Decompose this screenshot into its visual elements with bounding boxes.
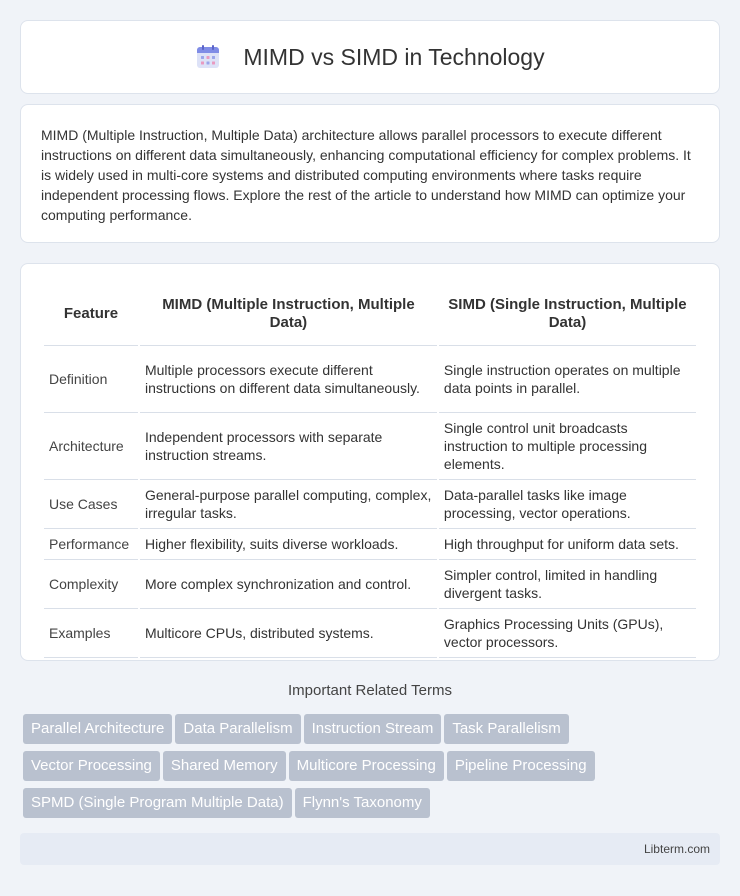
tag-vector-processing[interactable]: Vector Processing <box>23 751 160 781</box>
tag-flynns-taxonomy[interactable]: Flynn's Taxonomy <box>295 788 430 818</box>
header-feature: Feature <box>44 282 138 346</box>
simd-cell: Graphics Processing Units (GPUs), vector processors. <box>439 609 696 658</box>
mimd-cell: Independent processors with separate instruction streams. <box>140 413 437 480</box>
intro-card <box>20 104 720 243</box>
related-terms-list <box>23 714 723 825</box>
comparison-card <box>20 263 720 661</box>
related-terms-title: Important Related Terms <box>288 682 452 699</box>
header-card <box>20 20 720 94</box>
comparison-table <box>42 282 698 658</box>
feature-cell: Complexity <box>44 560 138 609</box>
intro-text: MIMD (Multiple Instruction, Multiple Data) architecture allows parallel processors to execute different instructions on different data simultaneously, enhancing computational efficiency for complex problems. It is widely used in multi-core systems and distributed computing environments where tasks require independent processing flows. Explore the rest of the article to understand how MIMD can optimize your computing performance. <box>41 127 691 223</box>
tag-shared-memory[interactable]: Shared Memory <box>163 751 286 781</box>
header-simd: SIMD (Single Instruction, Multiple Data) <box>439 282 696 346</box>
footer <box>20 833 720 865</box>
tag-spmd[interactable]: SPMD (Single Program Multiple Data) <box>23 788 292 818</box>
feature-cell: Performance <box>44 529 138 560</box>
mimd-cell: Multicore CPUs, distributed systems. <box>140 609 437 658</box>
mimd-cell: More complex synchronization and control. <box>140 560 437 609</box>
tag-instruction-stream[interactable]: Instruction Stream <box>304 714 442 744</box>
table-row <box>44 413 696 480</box>
tag-task-parallelism[interactable]: Task Parallelism <box>444 714 568 744</box>
footer-link[interactable]: Libterm.com <box>643 842 710 856</box>
simd-cell: Single instruction operates on multiple data points in parallel. <box>439 346 696 413</box>
mimd-cell: General-purpose parallel computing, complex, irregular tasks. <box>140 480 437 529</box>
table-row <box>44 609 696 658</box>
table-row <box>44 346 696 413</box>
tag-parallel-architecture[interactable]: Parallel Architecture <box>23 714 172 744</box>
tag-multicore-processing[interactable]: Multicore Processing <box>289 751 444 781</box>
simd-cell: High throughput for uniform data sets. <box>439 529 696 560</box>
simd-cell: Data-parallel tasks like image processing, vector operations. <box>439 480 696 529</box>
mimd-cell: Multiple processors execute different instructions on different data simultaneously. <box>140 346 437 413</box>
feature-cell: Definition <box>44 346 138 413</box>
feature-cell: Use Cases <box>44 480 138 529</box>
header-mimd: MIMD (Multiple Instruction, Multiple Data) <box>140 282 437 346</box>
page-title: MIMD vs SIMD in Technology <box>243 43 545 70</box>
tag-data-parallelism[interactable]: Data Parallelism <box>175 714 300 744</box>
table-row <box>44 480 696 529</box>
calendar-icon <box>195 44 221 70</box>
simd-cell: Single control unit broadcasts instruction to multiple processing elements. <box>439 413 696 480</box>
tag-pipeline-processing[interactable]: Pipeline Processing <box>447 751 595 781</box>
mimd-cell: Higher flexibility, suits diverse workloads. <box>140 529 437 560</box>
feature-cell: Architecture <box>44 413 138 480</box>
table-header-row <box>44 282 696 346</box>
table-row <box>44 529 696 560</box>
simd-cell: Simpler control, limited in handling divergent tasks. <box>439 560 696 609</box>
table-row <box>44 560 696 609</box>
feature-cell: Examples <box>44 609 138 658</box>
